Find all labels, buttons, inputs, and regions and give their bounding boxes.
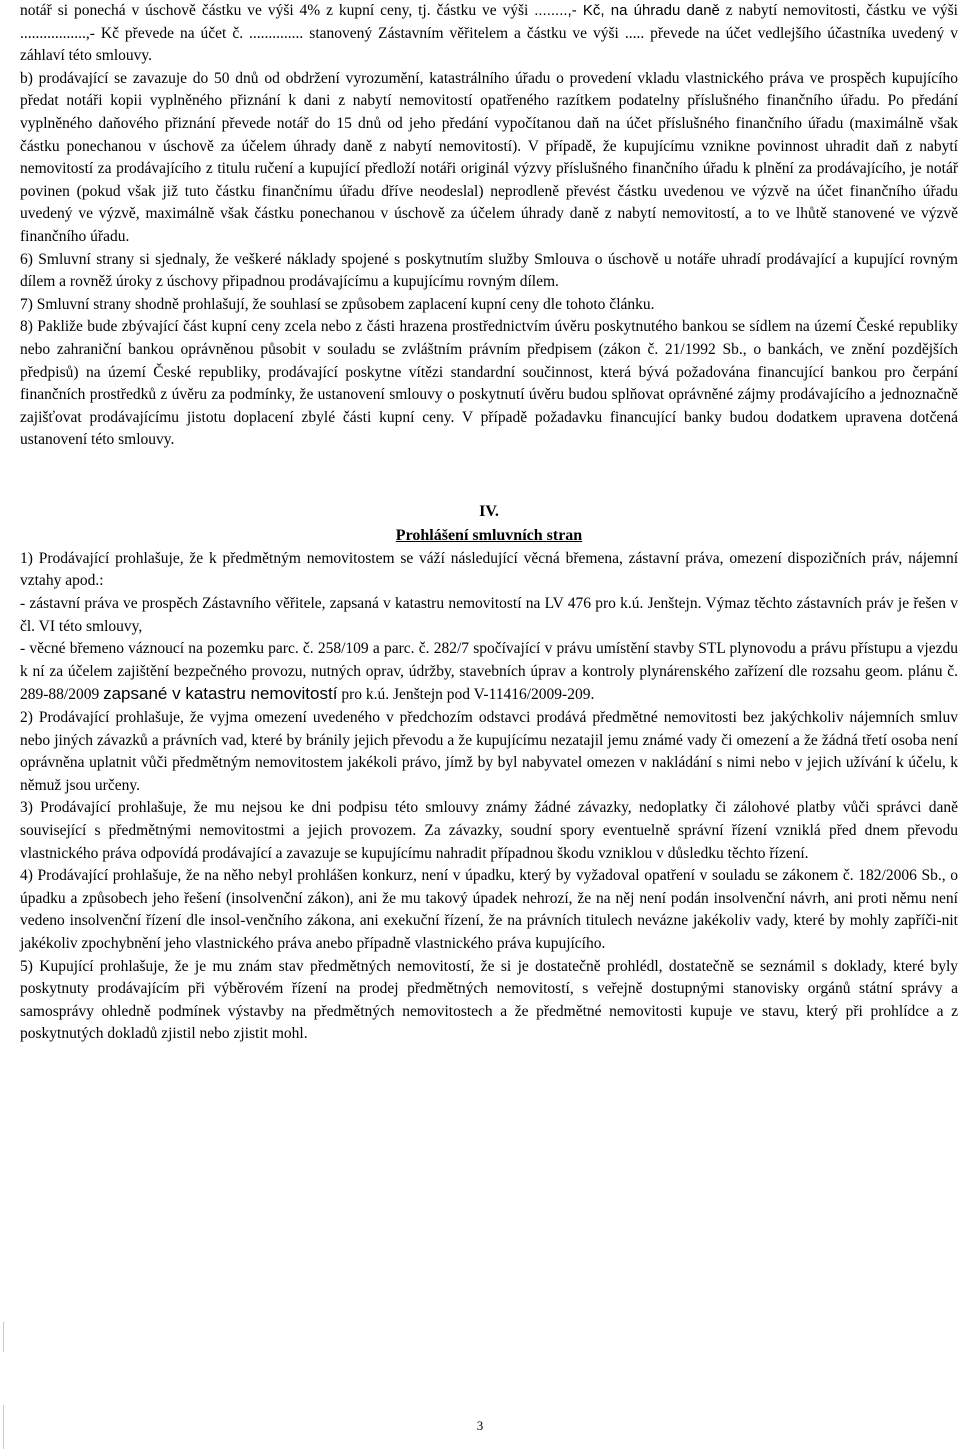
- top-line-2: z nabytí nemovitosti, částku ve výši .................,- Kč převede na účet č. .............. stanovený Zástavním věřitelem a částku ve výši ..... převede na účet vedlejšího účastníka uvedený v záhlaví této smlouvy.: [20, 2, 958, 65]
- section-number: IV.: [479, 502, 499, 520]
- section-paragraph-5: 5) Kupující prohlašuje, že je mu znám stav předmětných nemovitostí, že si je dostatečně prohlédl, dostatečně se seznámil s doklady, které byly poskytnuty prodávajícím při výběrovém řízení na prodej předmětných nemovitostí, s veřejně dostupnými stanovisky orgánů státní správy a samosprávy ohledně podmínek výstavby na předmětných nemovitostech a že předmětné nemovitosti kupuje ve stavu, který při prohlídce a z poskytnutých dokladů zjistil nebo zjistit mohl.: [20, 957, 958, 1043]
- paragraph-6: 6) Smluvní strany si sjednaly, že veškeré náklady spojené s poskytnutím služby Smlouva o úschově u notáře uhradí prodávající a kupující rovným dílem a rovněž úroky z úschovy připadnou prodávajícímu a kupujícímu rovným dílem.: [20, 250, 958, 291]
- top-paragraph: [20, 0, 958, 68]
- section-paragraph-4: 4) Prodávající prohlašuje, že na něho nebyl prohlášen konkurz, není v úpadku, který by vyžadoval opatření v souladu se zákonem č. 182/2006 Sb., o úpadku a způsobech jeho řešení (insolvenční zákon), ani že mu takový úpadek nehrozí, že na něj není podán insolvenční návrh, ani proti němu není vedeno insolvenční řízení dle insol-venčního zákona, ani exekuční řízení, že na právních titulech nevázne jakékoliv vady, které by mohly zapříči-nit jakékoliv zpochybnění jeho vlastnického práva anebo případně vlastnického práva kupujícího.: [20, 867, 958, 952]
- section-paragraph-2: 2) Prodávající prohlašuje, že vyjma omezení uvedeného v předchozím odstavci prodává předmětné nemovitosti bez jakýchkoliv nájemních smluv nebo jiných závazků a právních vad, které by bránily jejich převodu a že kupujícímu nezatajil jemu známé vady či omezení a že žádná třetí osoba není oprávněna uplatnit vůči předmětným nemovitostem jakékoli právo, jímž by byl nabyvatel omezen v nakládání s nimi nebo v jejich užívání k účelu, k němuž jsou určeny.: [20, 709, 958, 794]
- section-paragraph-easement: [20, 638, 958, 707]
- paragraph-b: b) prodávající se zavazuje do 50 dnů od obdržení vyrozumění, katastrálního úřadu o provedení vkladu vlastnického práva ve prospěch kupujícího předat notáři kopii vyplněného přiznání k dani z nabytí nemovitostí opatřeného razítkem podatelny příslušného finančního úřadu. Po předání vyplněného daňového přiznání převede notář do 15 dnů od jeho předání vypočítanou daň na účet příslušného finančního úřadu (maximálně však částku ponechanou v úschově za účelem úhrady daně z nabytí nemovitostí). V případě, že kupujícímu vznikne povinnost uhradit daň z nabytí nemovitostí za prodávajícího z titulu ručení a kupující předloží notáři originál výzvy příslušného finančního úřadu k plnění za prodávajícího, je notář povinen (pokud však již tuto částku finančnímu úřadu dříve neodeslal) neprodleně převést částku uvedenou ve výzvě na účet finančního úřadu uvedený ve výzvě, maximálně však částku ponechanou v úschově za účelem úhrady daně z nabytí nemovitostí, a to ve lhůtě stanovené ve výzvě finančního úřadu.: [20, 69, 958, 245]
- easement-text: - věcné břemeno váznoucí na pozemku parc. č. 258/109 a parc. č. 282/7 spočívající v právu umístění stavby STL plynovodu a právu přístupu a vjezdu k ní za účelem zajištění bezpečného provozu, nutných oprav, údržby, stavebních úprav a kontroly plynárenského zařízení dle rozsahu geom. plánu č. 289-88/2009: [20, 640, 958, 704]
- top-line-1-amount: ........,- Kč, na úhradu daně: [534, 2, 720, 19]
- margin-mark: [3, 1322, 4, 1352]
- easement-end: pro k.ú. Jenštejn pod V-11416/2009-209.: [337, 686, 595, 704]
- paragraph-8: 8) Pakliže bude zbývající část kupní ceny zcela nebo z části hrazena prostřednictvím úvěru poskytnutého bankou se sídlem na území České republiky nebo zahraniční bankou oprávněnou působit v souladu se zvláštním právním předpisem (zákon č. 21/1992 Sb., o bankách, ve znění pozdějších předpisů) na území České republiky, prodávající poskytne vítězi standardní součinnost, která bývá požadována financující bankou pro čerpání finančních prostředků z úvěru za podmínky, že ustanovení smlouvy o poskytnutí úvěru budou splňovat oprávněné zájmy prodávajícího a jednoznačně zajišťovat prodávajícímu jistotu doplacení zbylé části kupní ceny. V případě požadavku financující banky budou dodatkem upravena dotčená ustanovení této smlouvy.: [20, 318, 958, 449]
- page-number: 3: [476, 1418, 484, 1433]
- document-page: [20, 0, 958, 1046]
- section-paragraph-lien: - zástavní práva ve prospěch Zástavního věřitele, zapsaná v katastru nemovitostí na LV 476 pro k.ú. Jenštejn. Výmaz těchto zástavních práv je řešen v čl. VI této smlouvy,: [20, 595, 958, 635]
- easement-cadastre: zapsané v katastru nemovitostí: [103, 684, 338, 704]
- section-title: Prohlášení smluvních stran: [395, 526, 583, 544]
- paragraph-7: 7) Smluvní strany shodně prohlašují, že souhlasí se způsobem zaplacení kupní ceny dle tohoto článku.: [20, 295, 655, 313]
- section-paragraph-1: 1) Prodávající prohlašuje, že k předmětným nemovitostem se váží následující věcná břemena, zástavní práva, omezení dispozičních práv, nájemní vztahy apod.:: [20, 549, 958, 590]
- top-line-1: notář si ponechá v úschově částku ve výši 4% z kupní ceny, tj. částku ve výši: [20, 2, 535, 19]
- section-paragraph-3: 3) Prodávající prohlašuje, že mu nejsou ke dni podpisu této smlouvy známy žádné závazky, nedoplatky či zálohové platby vůči správci daně související s předmětnými nemovitostmi a jejich provozem. Za závazky, soudní spory eventuelně správní řízení vzniklá před dnem převodu vlastnického práva odpovídá prodávající a zavazuje se kupujícímu nahradit případnou škodu vzniklou v důsledku těchto řízení.: [20, 799, 958, 862]
